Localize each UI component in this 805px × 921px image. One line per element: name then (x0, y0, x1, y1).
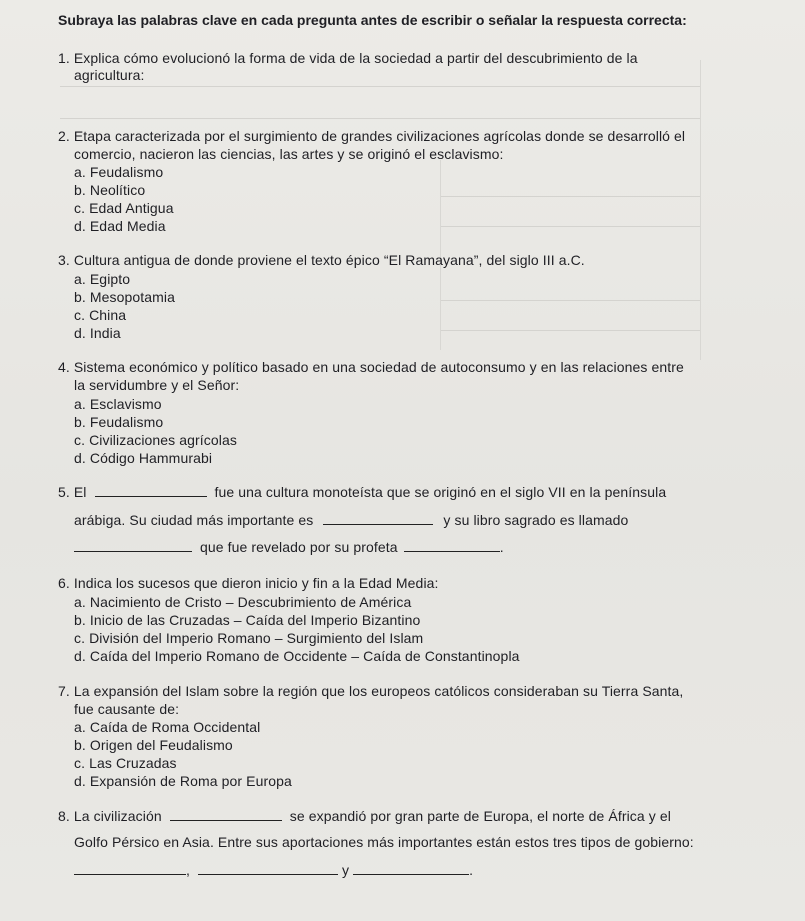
bleed-line (440, 226, 700, 227)
question-5-line-3 (74, 539, 504, 556)
question-5-text-3: que fue revelado por su profeta (200, 539, 398, 555)
question-4-option[interactable]: d. Código Hammurabi (74, 450, 213, 466)
question-8-comma: , (186, 862, 190, 878)
question-6-line-1: 6. Indica los sucesos que dieron inicio y fin a la Edad Media: (58, 575, 439, 591)
question-3-line-1: 3. Cultura antigua de donde proviene el texto épico “El Ramayana”, del siglo III a.C. (58, 252, 585, 268)
question-3-option[interactable]: b. Mesopotamia (74, 289, 176, 305)
answer-blank-prophet[interactable] (404, 539, 500, 552)
question-1-line-1: 1. Explica cómo evolucionó la forma de vida de la sociedad a partir del descubrimiento de la (58, 50, 638, 66)
question-2-line-1: 2. Etapa caracterizada por el surgimiento de grandes civilizaciones agrícolas donde se desarrolló el (58, 128, 686, 144)
bleed-line (60, 86, 700, 87)
question-5-end: . (499, 539, 504, 555)
question-5-text-2a: arábiga. Su ciudad más importante es (74, 512, 314, 528)
question-8-number: 8. La civilización (58, 808, 162, 824)
bleed-line (60, 118, 700, 119)
answer-blank-civilization[interactable] (170, 808, 282, 821)
question-5-number: 5. El (58, 484, 87, 500)
question-7-option[interactable]: c. Las Cruzadas (74, 755, 177, 771)
question-7-option[interactable]: a. Caída de Roma Occidental (74, 719, 261, 735)
bleed-line (440, 196, 700, 197)
question-3-option[interactable]: d. India (74, 325, 121, 341)
bleed-line (700, 60, 701, 360)
question-5-text-2b: y su libro sagrado es llamado (443, 512, 629, 528)
question-6-option[interactable]: b. Inicio de las Cruzadas – Caída del Imperio Bizantino (74, 612, 421, 628)
question-1-line-2: agricultura: (74, 67, 145, 83)
question-8-line-3 (74, 862, 473, 879)
question-5-line-1 (58, 484, 666, 501)
question-4-option[interactable]: a. Esclavismo (74, 396, 162, 412)
question-8-line-1 (58, 808, 671, 825)
question-2-option[interactable]: d. Edad Media (74, 218, 166, 234)
bleed-line (440, 300, 700, 301)
instruction-heading: Subraya las palabras clave en cada pregunta antes de escribir o señalar la respuesta correcta: (58, 12, 687, 28)
question-2-option[interactable]: a. Feudalismo (74, 164, 164, 180)
question-4-line-2: la servidumbre y el Señor: (74, 377, 240, 393)
question-6-option[interactable]: d. Caída del Imperio Romano de Occidente – Caída de Constantinopla (74, 648, 520, 664)
question-7-line-2: fue causante de: (74, 701, 180, 717)
question-6-option[interactable]: a. Nacimiento de Cristo – Descubrimiento de América (74, 594, 412, 610)
question-8-text-1: se expandió por gran parte de Europa, el norte de África y el (289, 808, 671, 824)
question-5-text-1: fue una cultura monoteísta que se originó en el siglo VII en la península (214, 484, 667, 500)
question-3-option[interactable]: c. China (74, 307, 127, 323)
answer-blank-government-3[interactable] (353, 862, 469, 875)
bleed-line (440, 330, 700, 331)
question-8-end: . (469, 862, 474, 878)
question-8-y: y (342, 862, 350, 878)
question-6-option[interactable]: c. División del Imperio Romano – Surgimiento del Islam (74, 630, 424, 646)
question-2-option[interactable]: b. Neolítico (74, 182, 146, 198)
question-4-option[interactable]: b. Feudalismo (74, 414, 164, 430)
answer-blank-city[interactable] (323, 512, 433, 525)
question-7-line-1: 7. La expansión del Islam sobre la región que los europeos católicos consideraban su Tierra Santa, (58, 683, 684, 699)
question-5-line-2 (74, 512, 628, 529)
question-4-option[interactable]: c. Civilizaciones agrícolas (74, 432, 237, 448)
question-7-option[interactable]: d. Expansión de Roma por Europa (74, 773, 292, 789)
question-2-line-2: comercio, nacieron las ciencias, las artes y se originó el esclavismo: (74, 146, 504, 162)
answer-blank-religion[interactable] (95, 484, 207, 497)
question-8-line-2: Golfo Pérsico en Asia. Entre sus aportaciones más importantes están estos tres tipos de gobierno: (74, 834, 694, 850)
answer-blank-government-1[interactable] (74, 862, 186, 875)
question-2-option[interactable]: c. Edad Antigua (74, 200, 174, 216)
answer-blank-government-2[interactable] (198, 862, 338, 875)
question-4-line-1: 4. Sistema económico y político basado en una sociedad de autoconsumo y en las relaciones entre (58, 359, 684, 375)
question-7-option[interactable]: b. Origen del Feudalismo (74, 737, 233, 753)
question-3-option[interactable]: a. Egipto (74, 271, 131, 287)
answer-blank-sacred-book[interactable] (74, 539, 192, 552)
